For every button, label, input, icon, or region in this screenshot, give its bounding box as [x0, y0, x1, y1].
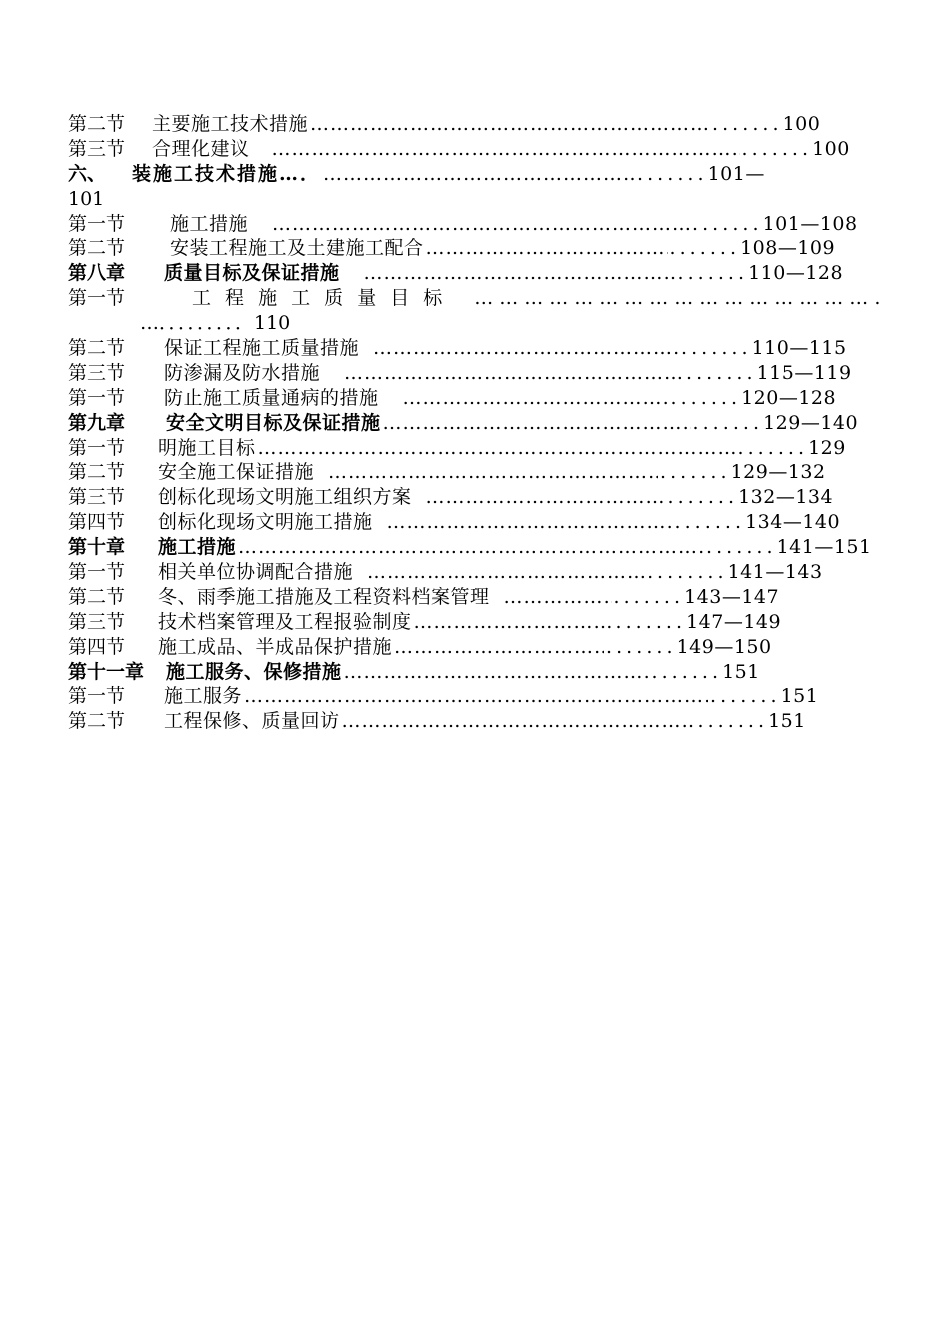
toc-entry-page: . . . 141—143 [657, 560, 823, 585]
dot-leader [414, 610, 614, 635]
toc-entry-title: 保证工程施工质量措施 [164, 337, 360, 360]
toc-entry[interactable] [68, 560, 883, 585]
dot-leader [387, 510, 673, 535]
toc-entry-page: . . . 110—128 [678, 261, 844, 286]
toc-entry-title: 施工服务、保修措施 [166, 660, 342, 683]
toc-entry-label: 第二节 [68, 710, 126, 733]
toc-entry[interactable] [68, 510, 883, 535]
toc-entry-label: 第三节 [68, 137, 126, 160]
toc-entry-title: 安装工程施工及土建施工配合 [170, 237, 424, 260]
dot-leader [504, 585, 612, 610]
toc-entry-label: 第一节 [68, 685, 126, 708]
toc-entry-page: . . . 141—151 [706, 535, 872, 560]
toc-entry-label: 第九章 [68, 411, 126, 434]
toc-entry-label: 六、 [68, 162, 107, 185]
toc-entry[interactable] [68, 485, 883, 510]
toc-entry-title: 防渗漏及防水措施 [164, 361, 321, 384]
dot-leader [244, 684, 708, 709]
toc-entry-label: 第十章 [68, 536, 126, 559]
toc-entry-label: 第三节 [68, 610, 126, 633]
toc-entry-label: 第二节 [68, 237, 126, 260]
dot-leader [344, 660, 650, 685]
dot-leader [394, 635, 604, 660]
toc-entry-continuation: …．．．．．．．．．110 [140, 312, 291, 335]
toc-chapter-entry[interactable] [68, 162, 883, 187]
toc-chapter-entry[interactable] [68, 261, 883, 286]
toc-entry-label: 第二节 [68, 113, 126, 135]
toc-entry-page: . . . 100 [742, 137, 850, 162]
toc-entry-title: 施工服务 [164, 685, 243, 708]
dot-leader [403, 386, 669, 411]
toc-entry-page: . . . 149—150 [606, 635, 772, 660]
toc-entry-title: 工 程 施 工 质 量 目 标 [192, 287, 447, 310]
toc-entry[interactable] [68, 585, 883, 610]
toc-entry-page: . . . 129—140 [693, 411, 859, 436]
dot-leader [328, 460, 658, 485]
toc-entry-title: 创标化现场文明施工措施 [158, 511, 373, 534]
dot-leader [383, 411, 691, 436]
toc-entry-page: . . . 120—128 [671, 386, 837, 411]
table-of-contents [68, 112, 883, 734]
dot-leader [364, 261, 676, 286]
toc-entry[interactable] [68, 336, 883, 361]
toc-entry-page: . . . 115—119 [686, 361, 852, 386]
toc-entry-title: 施工措施 [170, 212, 249, 235]
toc-entry-title: 防止施工质量通病的措施 [164, 386, 379, 409]
toc-entry-page: . . . 129 [738, 436, 846, 461]
toc-entry-page: . . . 110—115 [681, 336, 847, 361]
dot-leader [272, 137, 740, 162]
toc-entry-continuation: 101 [68, 187, 105, 210]
toc-entry-title: 冬、雨季施工措施及工程资料档案管理 [158, 585, 490, 608]
toc-entry-title: 安全施工保证措施 [158, 461, 315, 484]
dot-leader [426, 485, 666, 510]
toc-entry[interactable] [68, 436, 883, 461]
toc-entry[interactable] [68, 460, 883, 485]
toc-entry[interactable] [68, 112, 883, 137]
toc-entry-title: 技术档案管理及工程报验制度 [158, 610, 412, 633]
toc-entry-label: 第一节 [68, 287, 126, 310]
toc-entry-page: . . . 151 [698, 709, 806, 734]
toc-chapter-entry[interactable] [68, 535, 883, 560]
toc-entry-page: . . . 147—149 [616, 610, 782, 635]
toc-entry-title: 质量目标及保证措施 [164, 262, 340, 285]
toc-entry[interactable] [68, 610, 883, 635]
toc-entry-label: 第三节 [68, 361, 126, 384]
dot-leader [342, 709, 696, 734]
toc-entry-page: . . . 151 [710, 684, 818, 709]
dot-leader [323, 162, 635, 187]
toc-entry[interactable] [68, 236, 883, 261]
dot-leader [272, 212, 690, 237]
toc-entry-title: 施工成品、半成品保护措施 [158, 635, 393, 658]
dot-leader [373, 336, 679, 361]
toc-entry-page: . . . 134—140 [675, 510, 841, 535]
toc-chapter-entry[interactable] [68, 411, 883, 436]
dot-leader [258, 436, 736, 461]
dot-leader [367, 560, 655, 585]
toc-entry-label: 第四节 [68, 635, 126, 658]
toc-entry-page: . . . 101— [637, 162, 765, 187]
toc-entry-title: 相关单位协调配合措施 [158, 561, 354, 584]
toc-entry-title: 创标化现场文明施工组织方案 [158, 486, 412, 509]
toc-entry-label: 第一节 [68, 561, 126, 584]
toc-entry-page: . . . 151 [652, 660, 760, 685]
toc-entry[interactable] [68, 386, 883, 411]
toc-entry-label: 第二节 [68, 585, 126, 608]
toc-entry-title: 施工措施 [158, 536, 237, 559]
toc-entry[interactable] [68, 361, 883, 386]
dot-leader [310, 112, 710, 137]
toc-entry-label: 第八章 [68, 262, 126, 285]
toc-entry[interactable] [68, 684, 883, 709]
toc-entry-label: 第四节 [68, 511, 126, 534]
toc-entry[interactable] [68, 635, 883, 660]
toc-entry-title: 安全文明目标及保证措施 [166, 411, 381, 434]
toc-entry-title: 工程保修、质量回访 [164, 710, 340, 733]
toc-entry-label: 第二节 [68, 337, 126, 360]
toc-entry-title: 合理化建议 [152, 137, 250, 160]
toc-entry-page: . . . 101—108 [692, 212, 858, 237]
toc-entry-page: . . . 129—132 [660, 460, 826, 485]
toc-entry-title: 装施工技术措施…． [132, 162, 322, 185]
dot-leader [344, 361, 684, 386]
toc-entry-title: 主要施工技术措施 [152, 113, 309, 135]
toc-entry-label: 第三节 [68, 486, 126, 509]
toc-entry-title: 明施工目标 [158, 436, 256, 459]
toc-entry-page: . . . 108—109 [670, 236, 836, 261]
toc-entry-label: 第一节 [68, 386, 126, 409]
toc-entry-page: . . . 100 [712, 112, 820, 137]
toc-entry[interactable] [68, 137, 883, 162]
toc-entry[interactable] [68, 286, 883, 311]
toc-chapter-entry[interactable] [68, 660, 883, 685]
dot-leader [474, 286, 881, 311]
dot-leader [426, 236, 668, 261]
toc-entry-label: 第一节 [68, 212, 126, 235]
toc-entry-page: . . . 143—147 [614, 585, 780, 610]
toc-entry-label: 第十一章 [68, 660, 145, 683]
toc-entry[interactable] [68, 709, 883, 734]
toc-entry-label: 第二节 [68, 461, 126, 484]
toc-entry[interactable] [68, 212, 883, 237]
toc-entry-page: . . . 132—134 [668, 485, 834, 510]
dot-leader [238, 535, 704, 560]
toc-entry-label: 第一节 [68, 436, 126, 459]
